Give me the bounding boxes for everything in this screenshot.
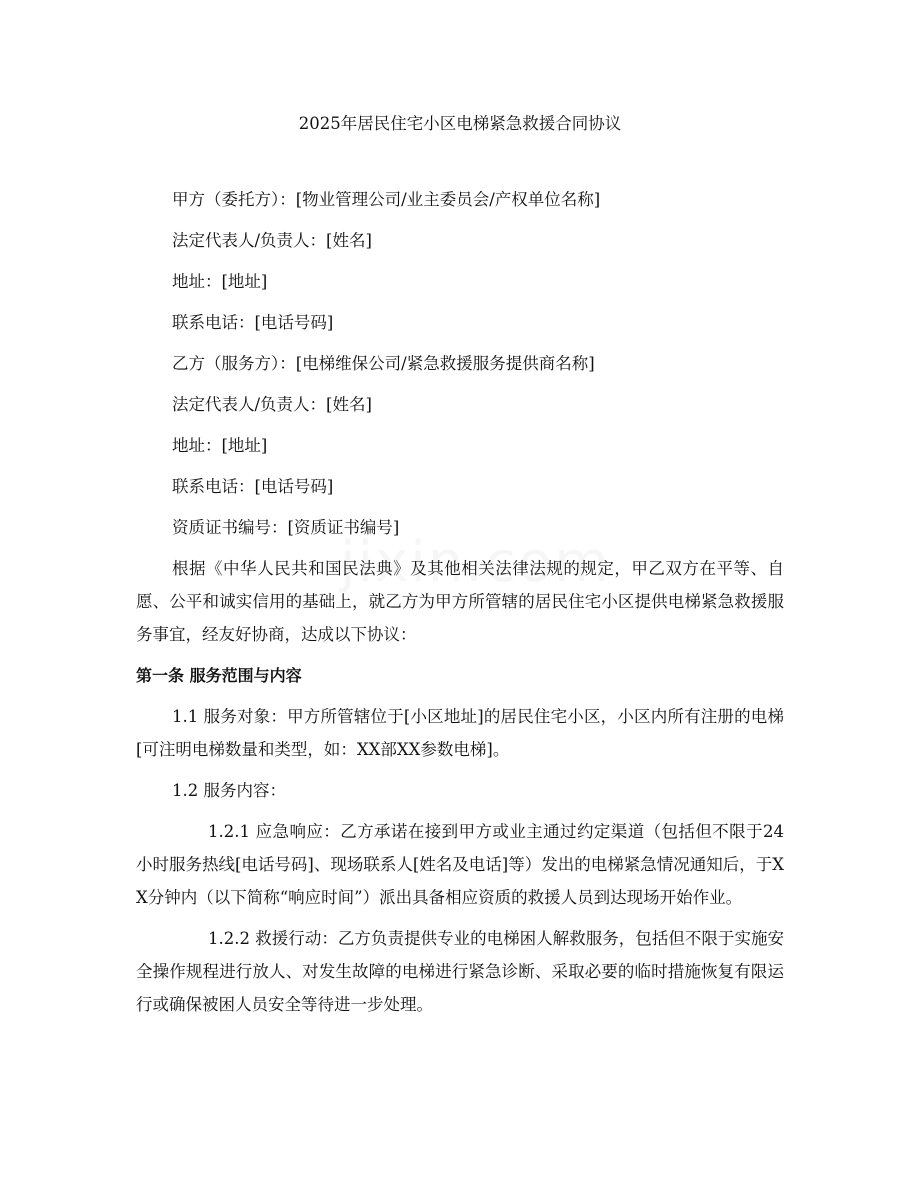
clause-1-2-1: 1.2.1 应急响应：乙方承诺在接到甲方或业主通过约定渠道（包括但不限于24小时服务热线[电话号码]、现场联系人[姓名及电话]等）发出的电梯紧急情况通知后，于XX分钟内（以下简称“响应时间”）派出具备相应资质的救援人员到达现场开始作业。 [136, 822, 784, 907]
clause-1-2-2: 1.2.2 救援行动：乙方负责提供专业的电梯困人解救服务，包括但不限于实施安全操作规程进行放人、对发生故障的电梯进行紧急诊断、采取必要的临时措施恢复有限运行或确保被困人员安全等待进一步处理。 [136, 929, 784, 1014]
party-a-name: 甲方（委托方）：[物业管理公司/业主委员会/产权单位名称] [172, 190, 601, 209]
document-title: 2025年居民住宅小区电梯紧急救援合同协议 [298, 114, 622, 133]
article-1-heading: 第一条 服务范围与内容 [136, 666, 302, 685]
party-a-representative: 法定代表人/负责人：[姓名] [172, 231, 372, 250]
party-b-certificate: 资质证书编号：[资质证书编号] [172, 518, 400, 537]
clause-1-2: 1.2 服务内容： [172, 781, 286, 800]
clause-1-1: 1.1 服务对象：甲方所管辖位于[小区地址]的居民住宅小区，小区内所有注册的电梯[可注明电梯数量和类型，如：XX部XX参数电梯]。 [136, 707, 784, 759]
party-b-name: 乙方（服务方）：[电梯维保公司/紧急救援服务提供商名称] [172, 354, 595, 373]
party-b-representative: 法定代表人/负责人：[姓名] [172, 395, 372, 414]
party-b-address: 地址：[地址] [172, 436, 268, 455]
party-a-phone: 联系电话：[电话号码] [172, 313, 334, 332]
preamble-paragraph: 根据《中华人民共和国民法典》及其他相关法律法规的规定，甲乙双方在平等、自愿、公平和诚实信用的基础上，就乙方为甲方所管辖的居民住宅小区提供电梯紧急救援服务事宜，经友好协商，达成以下协议： [136, 559, 784, 644]
party-a-address: 地址：[地址] [172, 272, 268, 291]
party-b-phone: 联系电话：[电话号码] [172, 477, 334, 496]
document-body [136, 183, 784, 1029]
